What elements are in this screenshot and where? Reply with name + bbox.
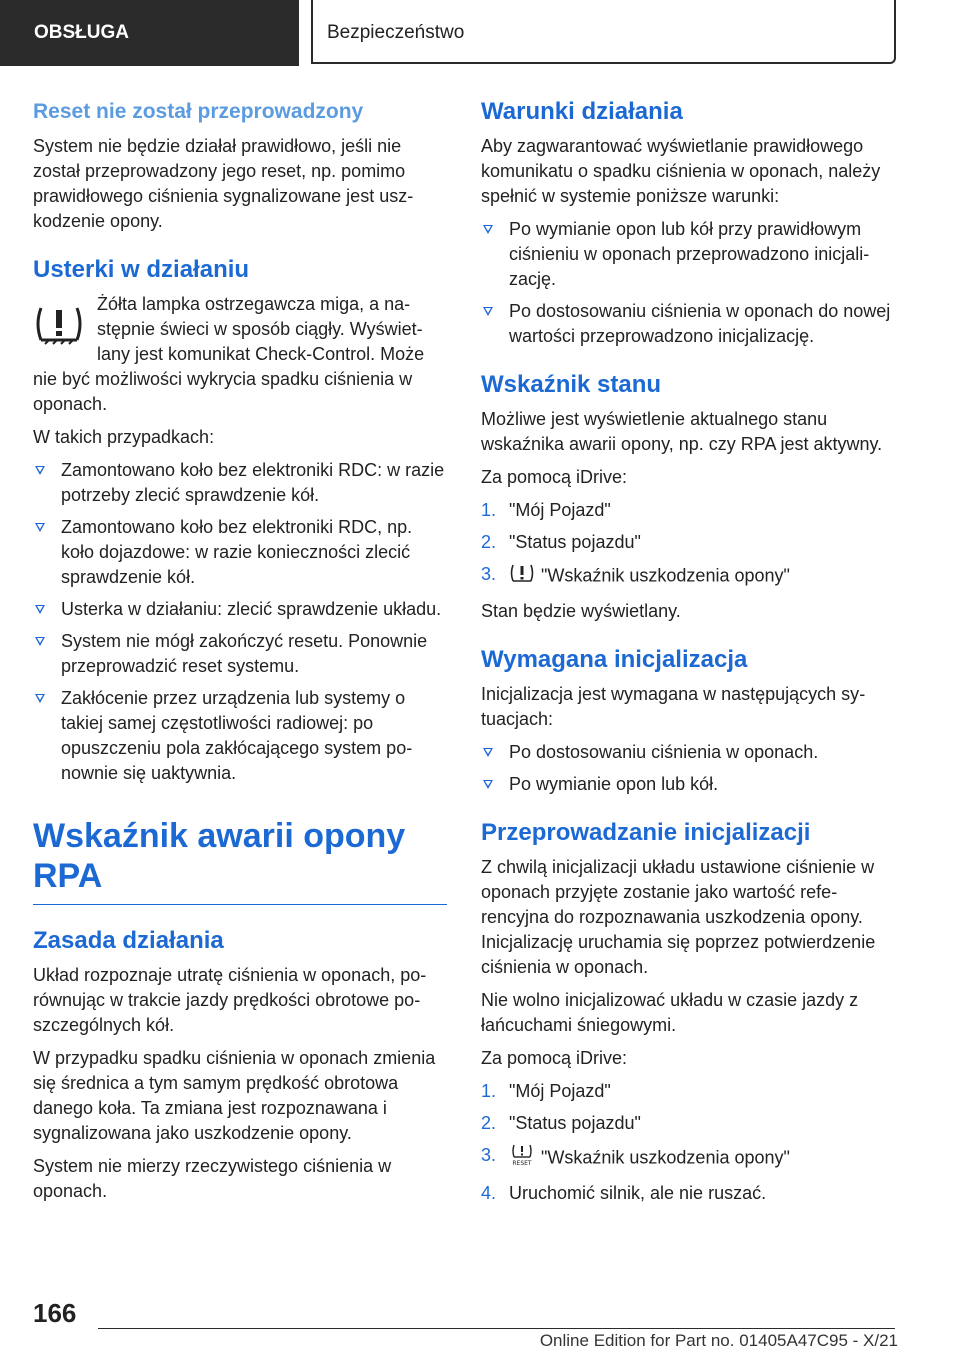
init-heading: Przeprowadzanie inicjalizacji (481, 819, 811, 846)
status-heading: Wskaźnik stanu (481, 371, 662, 398)
page-number: 166 (33, 1298, 77, 1328)
init-text-2: Nie wolno inicjalizować układu w czasie jazdy z łańcuchami śniegowymi. (481, 990, 859, 1035)
left-column (33, 96, 447, 1224)
fault-text: Żółta lampka ostrzegawcza miga, a następnie świeci w sposób ciągły. Wyświetlany jest komunikat Check-Control. Może nie być możliwości wykrycia spadku ciśnienia w oponach. (33, 294, 425, 414)
list-item: Zamontowano koło bez elektroniki RDC: w razie potrzeby zlecić sprawdzenie kół. (33, 458, 447, 508)
rpa-section (33, 816, 447, 905)
reset-section (33, 96, 447, 234)
cases-intro: W takich przypadkach: (33, 427, 215, 447)
fault-section (33, 254, 447, 786)
list-item: 1. "Mój Pojazd" (481, 500, 611, 520)
fault-heading: Usterki w działaniu (33, 256, 250, 283)
tire-reset-icon (509, 1143, 535, 1174)
init-text-1: Z chwilą inicjalizacji układu ustawione ciśnienie w oponach przyjęte zostanie jako wartość referencyjna do rozpoznawania uszkodzenia opony. Inicjalizację uruchamia się poprzez potwierdzenie ciśnienia w oponach. (481, 857, 876, 977)
principle-section (33, 925, 447, 1204)
list-item: Po wymianie opon lub kół przy prawidłowym ciśnieniu w oponach przeprowadzono inicjalizację. (481, 217, 895, 292)
conditions-text: Aby zagwarantować wyświetlanie prawidłowego komunikatu o spadku ciśnienia w oponach, należy spełnić w systemie poniższe warunki: (481, 136, 881, 206)
triangle-bullet-icon (483, 780, 493, 789)
list-item: 3. "Wskaźnik uszkodzenia opony" (481, 562, 895, 591)
tire-warning-icon (509, 562, 535, 591)
list-item: 4. Uruchomić silnik, ale nie ruszać. (481, 1183, 767, 1203)
init-section (481, 817, 895, 1206)
list-item: 2. "Status pojazdu" (481, 1113, 641, 1133)
required-heading: Wymagana inicjalizacja (481, 646, 748, 673)
conditions-list (481, 217, 895, 349)
list-item: 2. "Status pojazdu" (481, 532, 641, 552)
status-steps (481, 498, 895, 591)
principle-heading: Zasada działania (33, 927, 224, 954)
fault-warning-block (33, 292, 447, 417)
conditions-heading: Warunki działania (481, 98, 683, 125)
principle-text-3: System nie mierzy rzeczywistego ciśnienia w oponach. (33, 1156, 392, 1201)
list-item: Po wymianie opon lub kół. (481, 772, 895, 797)
required-list (481, 740, 895, 797)
section-tab: OBSŁUGA (0, 0, 299, 66)
reset-icon-label: RESET (512, 1160, 532, 1167)
status-text: Możliwe jest wyświetlenie aktualnego stanu wskaźnika awarii opony, np. czy RPA jest aktywny. (481, 409, 883, 454)
status-idrive: Za pomocą iDrive: (481, 467, 628, 487)
triangle-bullet-icon (483, 748, 493, 757)
reset-text: System nie będzie działał prawidłowo, jeśli nie został przeprowadzony jego reset, np. pomimo prawidłowego ciśnienia sygnalizowane jest uszkodzenie opony. (33, 136, 414, 231)
list-item: Zamontowano koło bez elektroniki RDC, np. koło dojazdowe: w razie konieczności zlecić sprawdzenie kół. (33, 515, 447, 590)
rpa-heading: Wskaźnik awarii opony RPA (33, 816, 447, 905)
init-idrive: Za pomocą iDrive: (481, 1048, 628, 1068)
init-steps (481, 1079, 895, 1206)
status-result: Stan będzie wyświetlany. (481, 601, 681, 621)
list-item: Usterka w działaniu: zlecić sprawdzenie układu. (33, 597, 447, 622)
triangle-bullet-icon (483, 225, 493, 234)
triangle-bullet-icon (35, 605, 45, 614)
page-header (0, 0, 960, 66)
triangle-bullet-icon (35, 637, 45, 646)
list-item: Po dostosowaniu ciśnienia w oponach do nowej wartości przeprowadzono inicjalizację. (481, 299, 895, 349)
principle-text-1: Układ rozpoznaje utratę ciśnienia w oponach, porównując w trakcie jazdy prędkości obrotowe poszczególnych kół. (33, 965, 427, 1035)
required-section (481, 644, 895, 797)
footer-divider (98, 1328, 895, 1329)
list-item: Zakłócenie przez urządzenia lub systemy o takiej samej częstotliwości radiowej: po opuszczeniu pola zakłócającego system ponownie się uaktywnia. (33, 686, 447, 786)
list-item: Po dostosowaniu ciśnienia w oponach. (481, 740, 895, 765)
conditions-section (481, 96, 895, 349)
list-item: 1. "Mój Pojazd" (481, 1081, 611, 1101)
list-item: System nie mógł zakończyć resetu. Ponownie przeprowadzić reset systemu. (33, 629, 447, 679)
reset-heading: Reset nie został przeprowadzony (33, 100, 364, 123)
status-section (481, 369, 895, 624)
triangle-bullet-icon (483, 307, 493, 316)
chapter-tab: Bezpieczeństwo (311, 0, 896, 64)
tire-pressure-warning-icon (33, 298, 85, 355)
triangle-bullet-icon (35, 466, 45, 475)
list-item: 3. RESET "Wskaźnik uszkodzenia opony" (481, 1143, 895, 1174)
triangle-bullet-icon (35, 523, 45, 532)
required-text: Inicjalizacja jest wymagana w następujących sytuacjach: (481, 684, 866, 729)
cases-list (33, 458, 447, 786)
triangle-bullet-icon (35, 694, 45, 703)
right-column (481, 96, 895, 1226)
edition-text: Online Edition for Part no. 01405A47C95 - X/21 (539, 1331, 898, 1350)
principle-text-2: W przypadku spadku ciśnienia w oponach zmienia się średnica a tym samym prędkość obrotowa danego koła. Ta zmiana jest rozpoznawana i sygnalizowana jako uszkodzenie opony. (33, 1048, 436, 1143)
